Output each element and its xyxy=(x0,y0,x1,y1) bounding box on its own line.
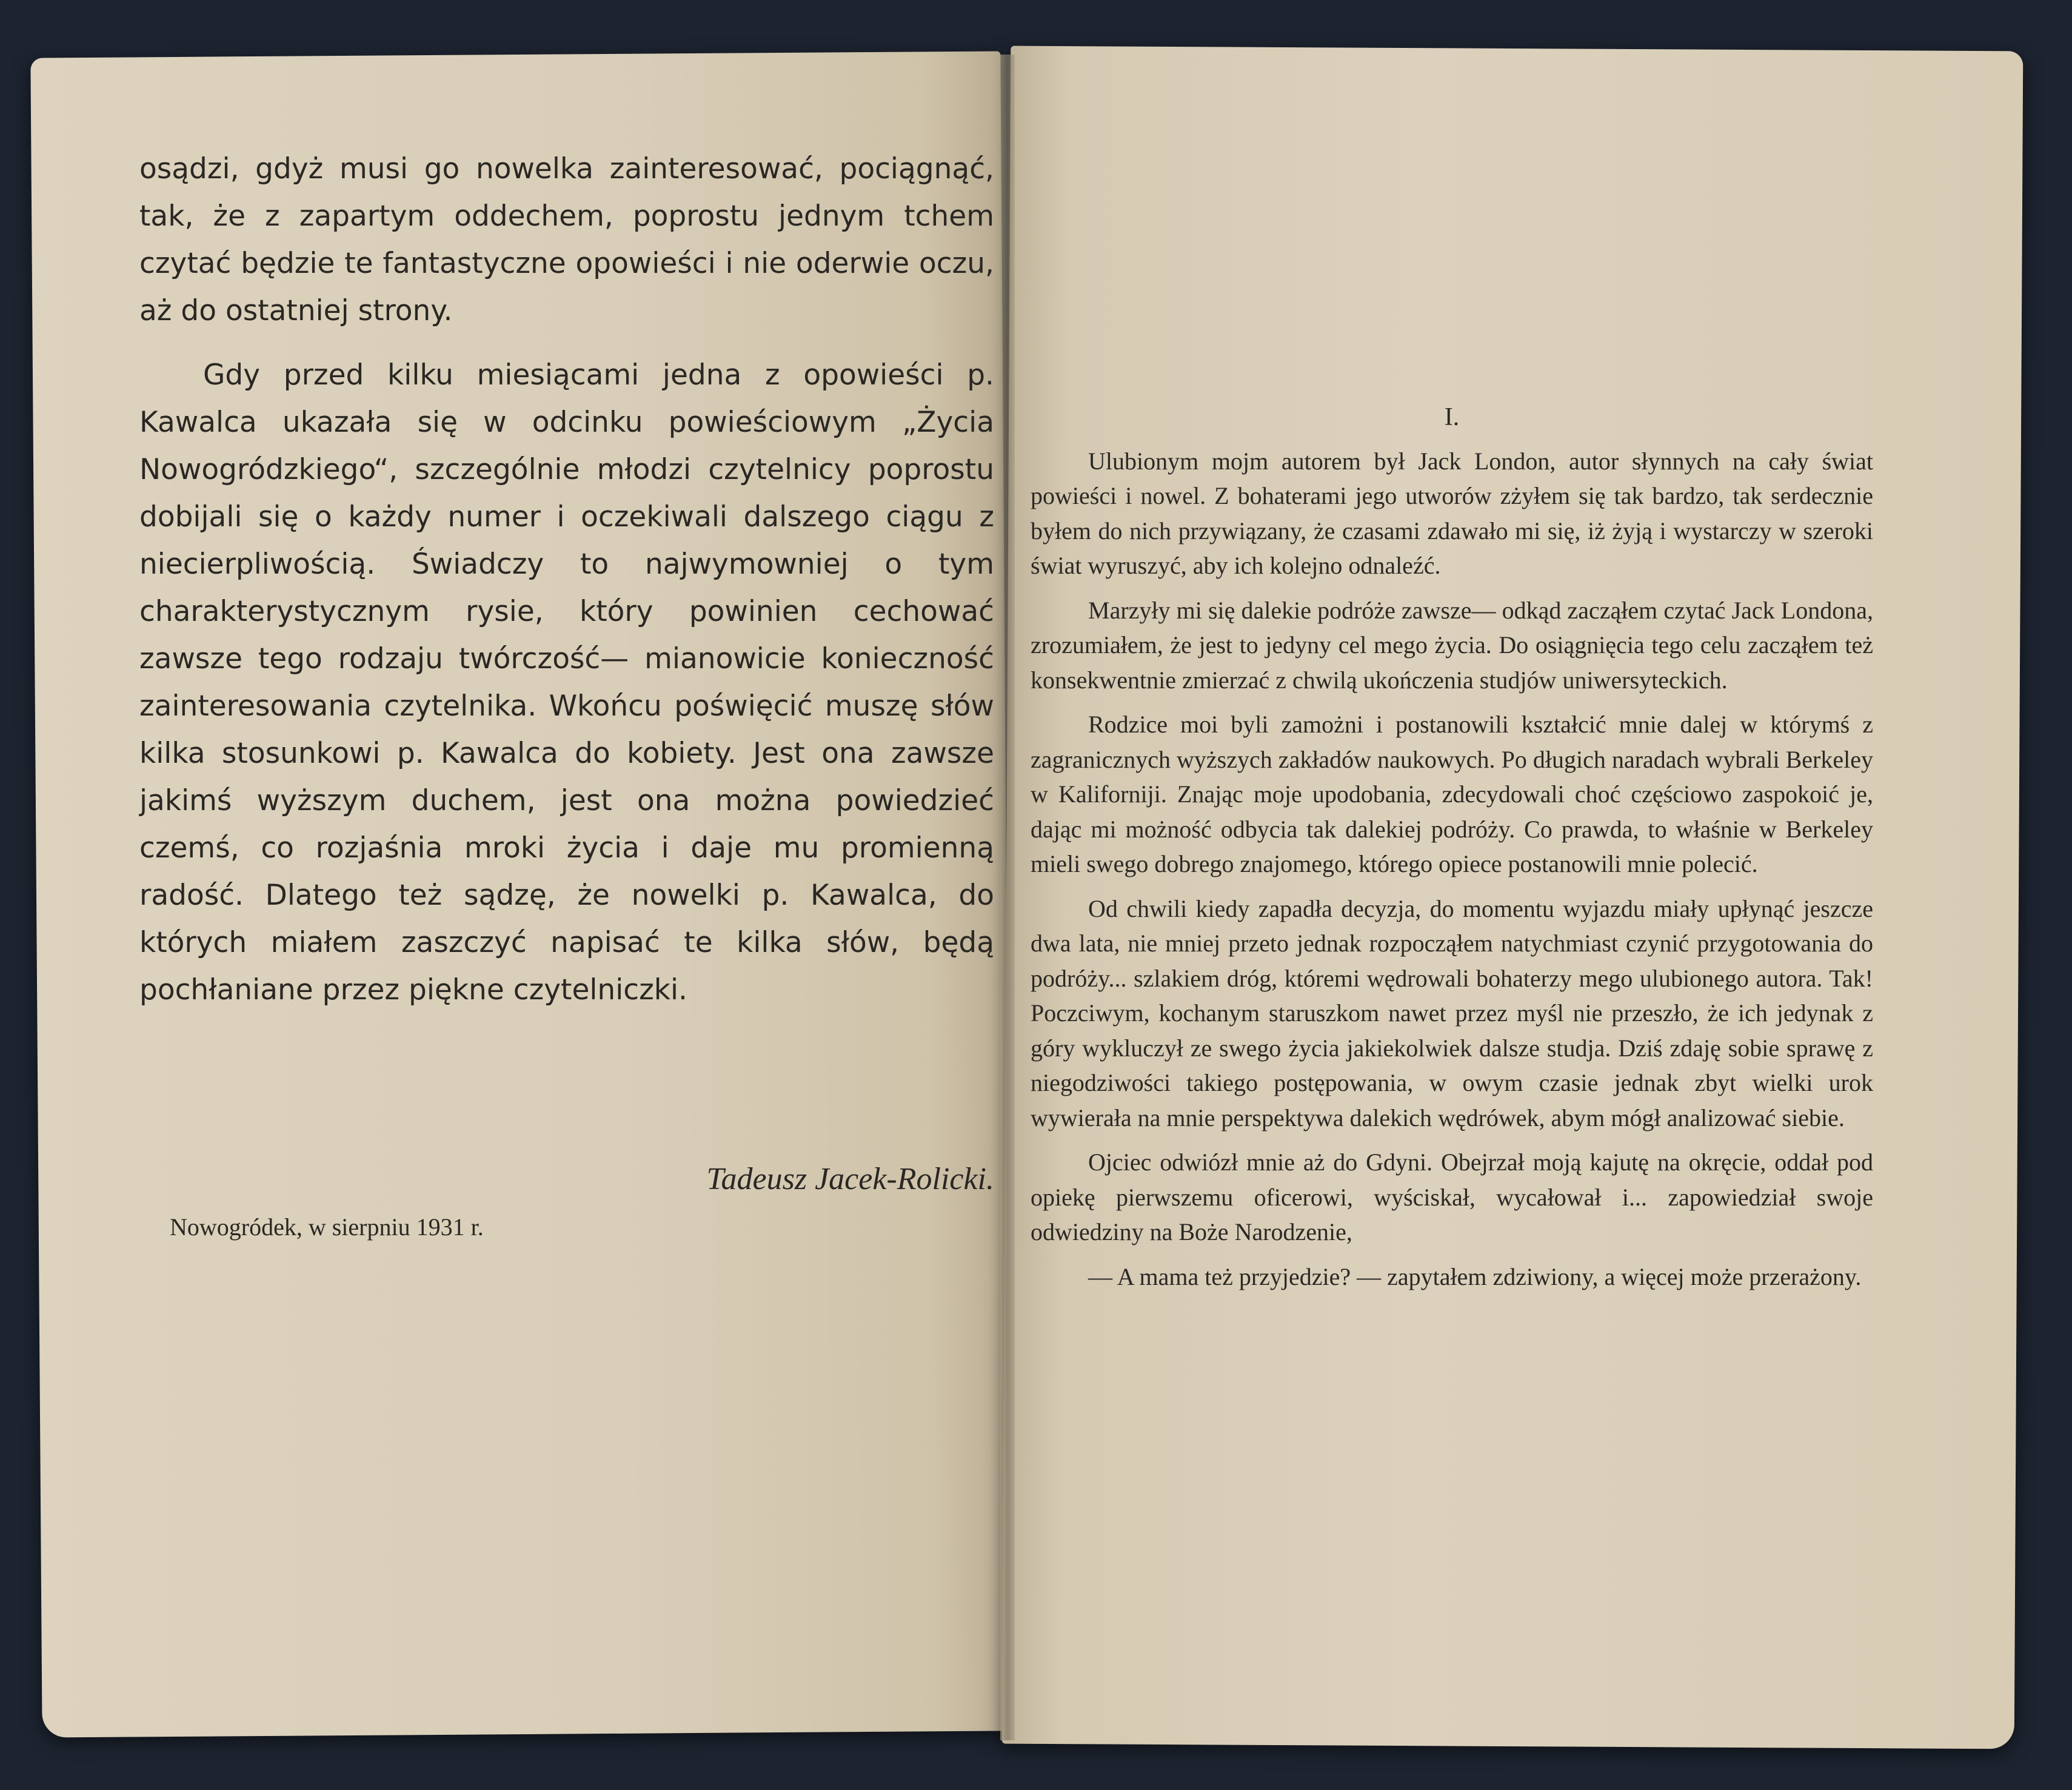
left-page-text xyxy=(139,146,994,1014)
right-page-text xyxy=(1031,400,1873,1304)
left-paragraph-1: osądzi, gdyż musi go nowelka zainteresować, pociągnąć, tak, że z zapartym oddechem, poprostu jednym tchem czytać będzie te fantastyczne opowieści i nie oderwie oczu, aż do ostatniej strony. xyxy=(139,152,994,327)
right-paragraph-6: — A mama też przyjedzie? — zapytałem zdziwiony, a więcej może przerażony. xyxy=(1088,1262,1862,1290)
place-date: Nowogródek, w sierpniu 1931 r. xyxy=(170,1213,484,1241)
right-paragraph-1: Ulubionym mojm autorem był Jack London, autor słynnych na cały świat powieści i nowel. Z bohaterami jego utworów zżyłem się tak bardzo, tak serdecznie byłem do nich przywiązany, że czasami zdawało mi się, iż żyją i wystarczy w szeroki świat wyruszyć, aby ich kolejno odnaleźć. xyxy=(1031,447,1873,579)
left-paragraph-2: Gdy przed kilku miesiącami jedna z opowieści p. Kawalca ukazała się w odcinku powieściowym „Życia Nowogródzkiego“, szczególnie młodzi czytelnicy poprostu dobijali się o każdy numer i oczekiwali dalszego ciągu z niecierpliwością. Świadczy to najwymowniej o tym charakterystycznym rysie, który powinien cechować zawsze tego rodzaju twórczość— mianowicie konieczność zainteresowania czytelnika. Wkońcu poświęcić muszę słów kilka stosunkowi p. Kawalca do kobiety. Jest ona zawsze jakimś wyższym duchem, jest ona można powiedzieć czemś, co rozjaśnia mroki życia i daje mu promienną radość. Dlatego też sądzę, że nowelki p. Kawalca, do których miałem zaszczyć napisać te kilka słów, będą pochłaniane przez piękne czytelniczki. xyxy=(139,358,994,1007)
right-paragraph-4: Od chwili kiedy zapadła decyzja, do momentu wyjazdu miały upłynąć jeszcze dwa lata, nie mniej przeto jednak rozpocząłem natychmiast czynić przygotowania do podróży... szlakiem dróg, któremi wędrowali bohaterzy mego ulubionego autora. Tak! Poczciwym, kochanym staruszkom nawet przez myśl nie przeszło, że ich jedynak z góry wykluczył ze swego życia jakiekolwiek dalsze studja. Dziś zdaję sobie sprawę z niegodziwości takiego postępowania, w owym czasie jednak zbyt wielki urok wywierała na mnie perspektywa dalekich wędrówek, abym mógł analizować siebie. xyxy=(1031,894,1873,1131)
chapter-heading: I. xyxy=(1444,403,1460,431)
right-paragraph-3: Rodzice moi byli zamożni i postanowili kształcić mnie dalej w którymś z zagranicznych wyższych zakładów naukowych. Po długich naradach wybrali Berkeley w Kaliforniji. Znając moje upodobania, zdecydowali choć częściowo zaspokoić je, dając mi możność odbycia tak dalekiej podróży. Co prawda, to właśnie w Berkeley mieli swego dobrego znajomego, którego opiece postanowili mnie polecić. xyxy=(1031,711,1873,877)
right-paragraph-5: Ojciec odwiózł mnie aż do Gdyni. Obejrzał moją kajutę na okręcie, oddał pod opiekę pierwszemu oficerowi, wyściskał, wycałował i... zapowiedział swoje odwiedziny na Boże Narodzenie, xyxy=(1031,1148,1873,1245)
author-signature: Tadeusz Jacek-Rolicki. xyxy=(706,1162,994,1196)
right-paragraph-2: Marzyły mi się dalekie podróże zawsze— odkąd zacząłem czytać Jack Londona, zrozumiałem, że jest to jedyny cel mego życia. Do osiągnięcia tego celu zacząłem też konsekwentnie zmierzać z chwilą ukończenia studjów uniwersyteckich. xyxy=(1031,596,1873,694)
book-spine xyxy=(1000,55,1015,1740)
